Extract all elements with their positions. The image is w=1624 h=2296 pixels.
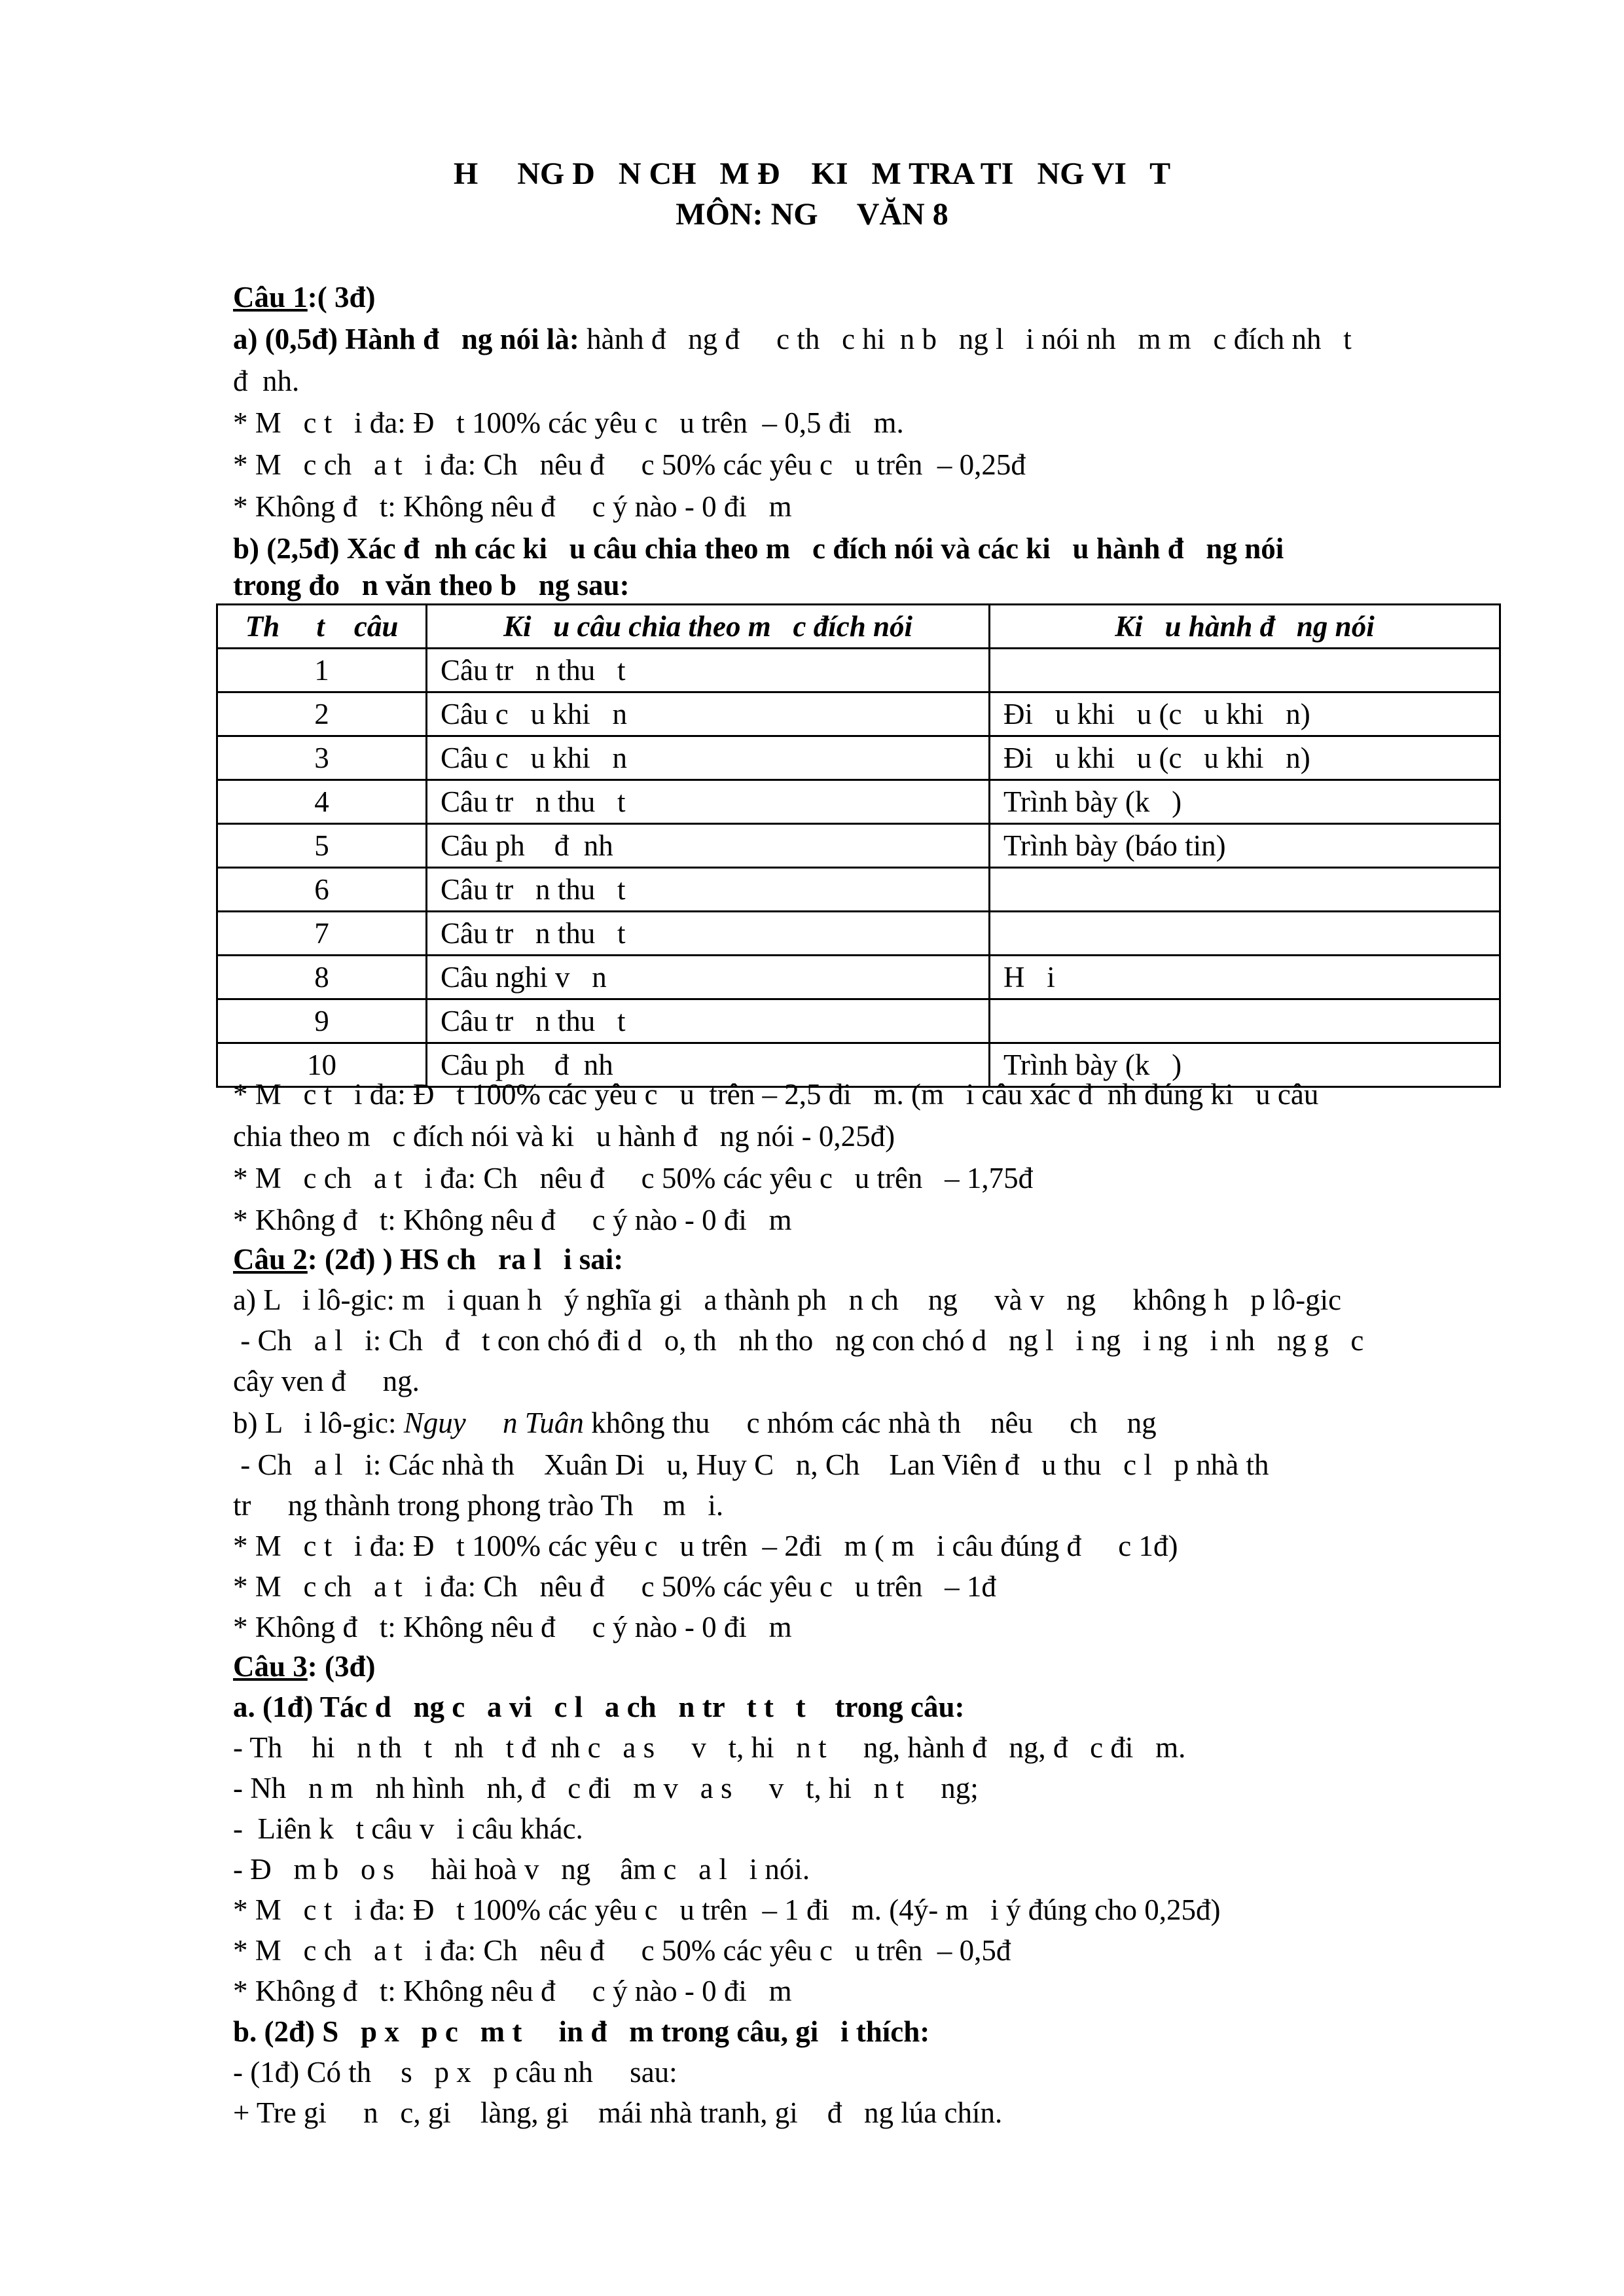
cell-order: 4 [217, 780, 427, 824]
cell-speech-act [990, 912, 1500, 956]
q3a-item: - Th hi n th t nh t đ nh c a s v t, hi n t ng, hành đ ng, đ c đi m. [233, 1731, 1186, 1764]
q2b-line-post: không thu c nhóm các nhà th nêu ch ng [583, 1407, 1157, 1439]
q1b-none: * Không đ t: Không nêu đ c ý nào - 0 đi m [233, 1204, 792, 1236]
cell-speech-act: Đi u khi u (c u khi n) [990, 736, 1500, 780]
q1-heading-points: :( 3đ) [307, 281, 376, 314]
cell-sentence-type: Câu c u khi n [427, 736, 990, 780]
q1a-none: * Không đ t: Không nêu đ c ý nào - 0 đi m [233, 490, 792, 523]
q1a-max: * M c t i đa: Đ t 100% các yêu c u trên – 0,5 đi m. [233, 406, 904, 439]
q3-heading-points: : (3đ) [307, 1650, 376, 1683]
q3a-none: * Không đ t: Không nêu đ c ý nào - 0 đi m [233, 1975, 792, 2007]
cell-order: 9 [217, 999, 427, 1043]
q3-heading-label: Câu 3 [233, 1650, 308, 1683]
table-row [217, 824, 1500, 868]
q3-heading [233, 1645, 1516, 1687]
q1a-label: a) (0,5đ) Hành đ ng nói là: [233, 323, 579, 355]
q2b-fix-2: tr ng thành trong phong trào Th m i. [233, 1489, 724, 1522]
cell-order: 6 [217, 868, 427, 912]
cell-speech-act: Trình bày (k ) [990, 780, 1500, 824]
cell-sentence-type: Câu ph đ nh [427, 1043, 990, 1087]
q1b-label-1: b) (2,5đ) Xác đ nh các ki u câu chia theo m c đích nói và các ki u hành đ ng nói [233, 532, 1284, 565]
table-row [217, 999, 1500, 1043]
cell-speech-act [990, 868, 1500, 912]
cell-sentence-type: Câu tr n thu t [427, 780, 990, 824]
q3a-partial: * M c ch a t i đa: Ch nêu đ c 50% các yêu c u trên – 0,5đ [233, 1934, 1011, 1967]
cell-speech-act: H i [990, 956, 1500, 999]
table-row [217, 736, 1500, 780]
q2b-author: Nguy n Tuân [403, 1407, 584, 1439]
q1a-text-1: hành đ ng đ c th c hi n b ng l i nói nh m m c đích nh t [579, 323, 1352, 355]
q3a-label: a. (1đ) Tác d ng c a vi c l a ch n tr t t t trong câu: [233, 1691, 965, 1723]
cell-sentence-type: Câu tr n thu t [427, 999, 990, 1043]
cell-sentence-type: Câu tr n thu t [427, 649, 990, 692]
q3a-item: - Liên k t câu v i câu khác. [233, 1812, 583, 1845]
cell-order: 7 [217, 912, 427, 956]
col-header-speech-act: Ki u hành đ ng nói [990, 605, 1500, 649]
q3b-label: b. (2đ) S p x p c m t in đ m trong câu, gi i thích: [233, 2015, 930, 2048]
q2a-line: a) L i lô-gic: m i quan h ý nghĩa gi a thành ph n ch ng và v ng không h p lô-gic [233, 1283, 1342, 1316]
col-header-order: Th t câu [217, 605, 427, 649]
q3b-item: - (1đ) Có th s p x p câu nh sau: [233, 2056, 677, 2089]
q1a-partial: * M c ch a t i đa: Ch nêu đ c 50% các yêu c u trên – 0,25đ [233, 448, 1026, 481]
q2-heading-points: : (2đ) ) HS ch ra l i sai: [307, 1243, 624, 1276]
q3a-item: - Đ m b o s hài hoà v ng âm c a l i nói. [233, 1853, 810, 1886]
q1b-max-2: chia theo m c đích nói và ki u hành đ ng nói - 0,25đ) [233, 1120, 895, 1153]
cell-order: 10 [217, 1043, 427, 1087]
document-subtitle: MÔN: NG VĂN 8 [676, 197, 948, 232]
q2-none: * Không đ t: Không nêu đ c ý nào - 0 đi m [233, 1611, 792, 1643]
cell-speech-act: Trình bày (báo tin) [990, 824, 1500, 868]
q2a-fix-1: - Ch a l i: Ch đ t con chó đi d o, th nh tho ng con chó d ng l i ng i ng i nh ng g c [233, 1324, 1364, 1357]
q1b-label-2: trong đo n văn theo b ng sau: [233, 569, 630, 601]
q3a-max: * M c t i đa: Đ t 100% các yêu c u trên – 1 đi m. (4ý- m i ý đúng cho 0,25đ) [233, 1893, 1221, 1926]
classification-table [216, 603, 1501, 1088]
cell-sentence-type: Câu tr n thu t [427, 912, 990, 956]
cell-speech-act: Trình bày (k ) [990, 1043, 1500, 1087]
table-row [217, 912, 1500, 956]
cell-sentence-type: Câu ph đ nh [427, 824, 990, 868]
q2a-fix-2: cây ven đ ng. [233, 1365, 420, 1397]
table-row [217, 780, 1500, 824]
q2-heading [233, 1238, 1516, 1280]
q2-heading-label: Câu 2 [233, 1243, 308, 1276]
cell-sentence-type: Câu nghi v n [427, 956, 990, 999]
cell-speech-act [990, 999, 1500, 1043]
q2b-line-pre: b) L i lô-gic: [233, 1407, 404, 1439]
q2b-line [233, 1402, 1516, 1444]
cell-sentence-type: Câu c u khi n [427, 692, 990, 736]
q2-max: * M c t i đa: Đ t 100% các yêu c u trên – 2đi m ( m i câu đúng đ c 1đ) [233, 1530, 1178, 1562]
cell-speech-act: Đi u khi u (c u khi n) [990, 692, 1500, 736]
q1b-partial: * M c ch a t i đa: Ch nêu đ c 50% các yêu c u trên – 1,75đ [233, 1162, 1034, 1194]
cell-order: 3 [217, 736, 427, 780]
q1b-max-1: * M c t i đa: Đ t 100% các yêu c u trên – 2,5 đi m. (m i câu xác đ nh đúng ki u câu [233, 1078, 1319, 1111]
q2-partial: * M c ch a t i đa: Ch nêu đ c 50% các yêu c u trên – 1đ [233, 1570, 996, 1603]
table-row [217, 692, 1500, 736]
table-header-row [217, 605, 1500, 649]
cell-order: 8 [217, 956, 427, 999]
q1-heading [233, 276, 1516, 318]
table-row [217, 868, 1500, 912]
q1a-text-2: đ nh. [233, 365, 300, 397]
q3a-item: - Nh n m nh hình nh, đ c đi m v a s v t, hi n t ng; [233, 1772, 979, 1804]
q2b-fix-1: - Ch a l i: Các nhà th Xuân Di u, Huy C n, Ch Lan Viên đ u thu c l p nhà th [233, 1448, 1269, 1481]
cell-order: 1 [217, 649, 427, 692]
cell-sentence-type: Câu tr n thu t [427, 868, 990, 912]
q1-heading-label: Câu 1 [233, 281, 308, 314]
cell-order: 5 [217, 824, 427, 868]
table-row [217, 649, 1500, 692]
col-header-sentence-type: Ki u câu chia theo m c đích nói [427, 605, 990, 649]
table-row [217, 956, 1500, 999]
q3b-item: + Tre gi n c, gi làng, gi mái nhà tranh, gi đ ng lúa chín. [233, 2096, 1003, 2129]
q1a-line [233, 318, 1516, 360]
cell-order: 2 [217, 692, 427, 736]
document-title: H NG D N CH M Đ KI M TRA TI NG VI T [453, 156, 1171, 191]
cell-speech-act [990, 649, 1500, 692]
